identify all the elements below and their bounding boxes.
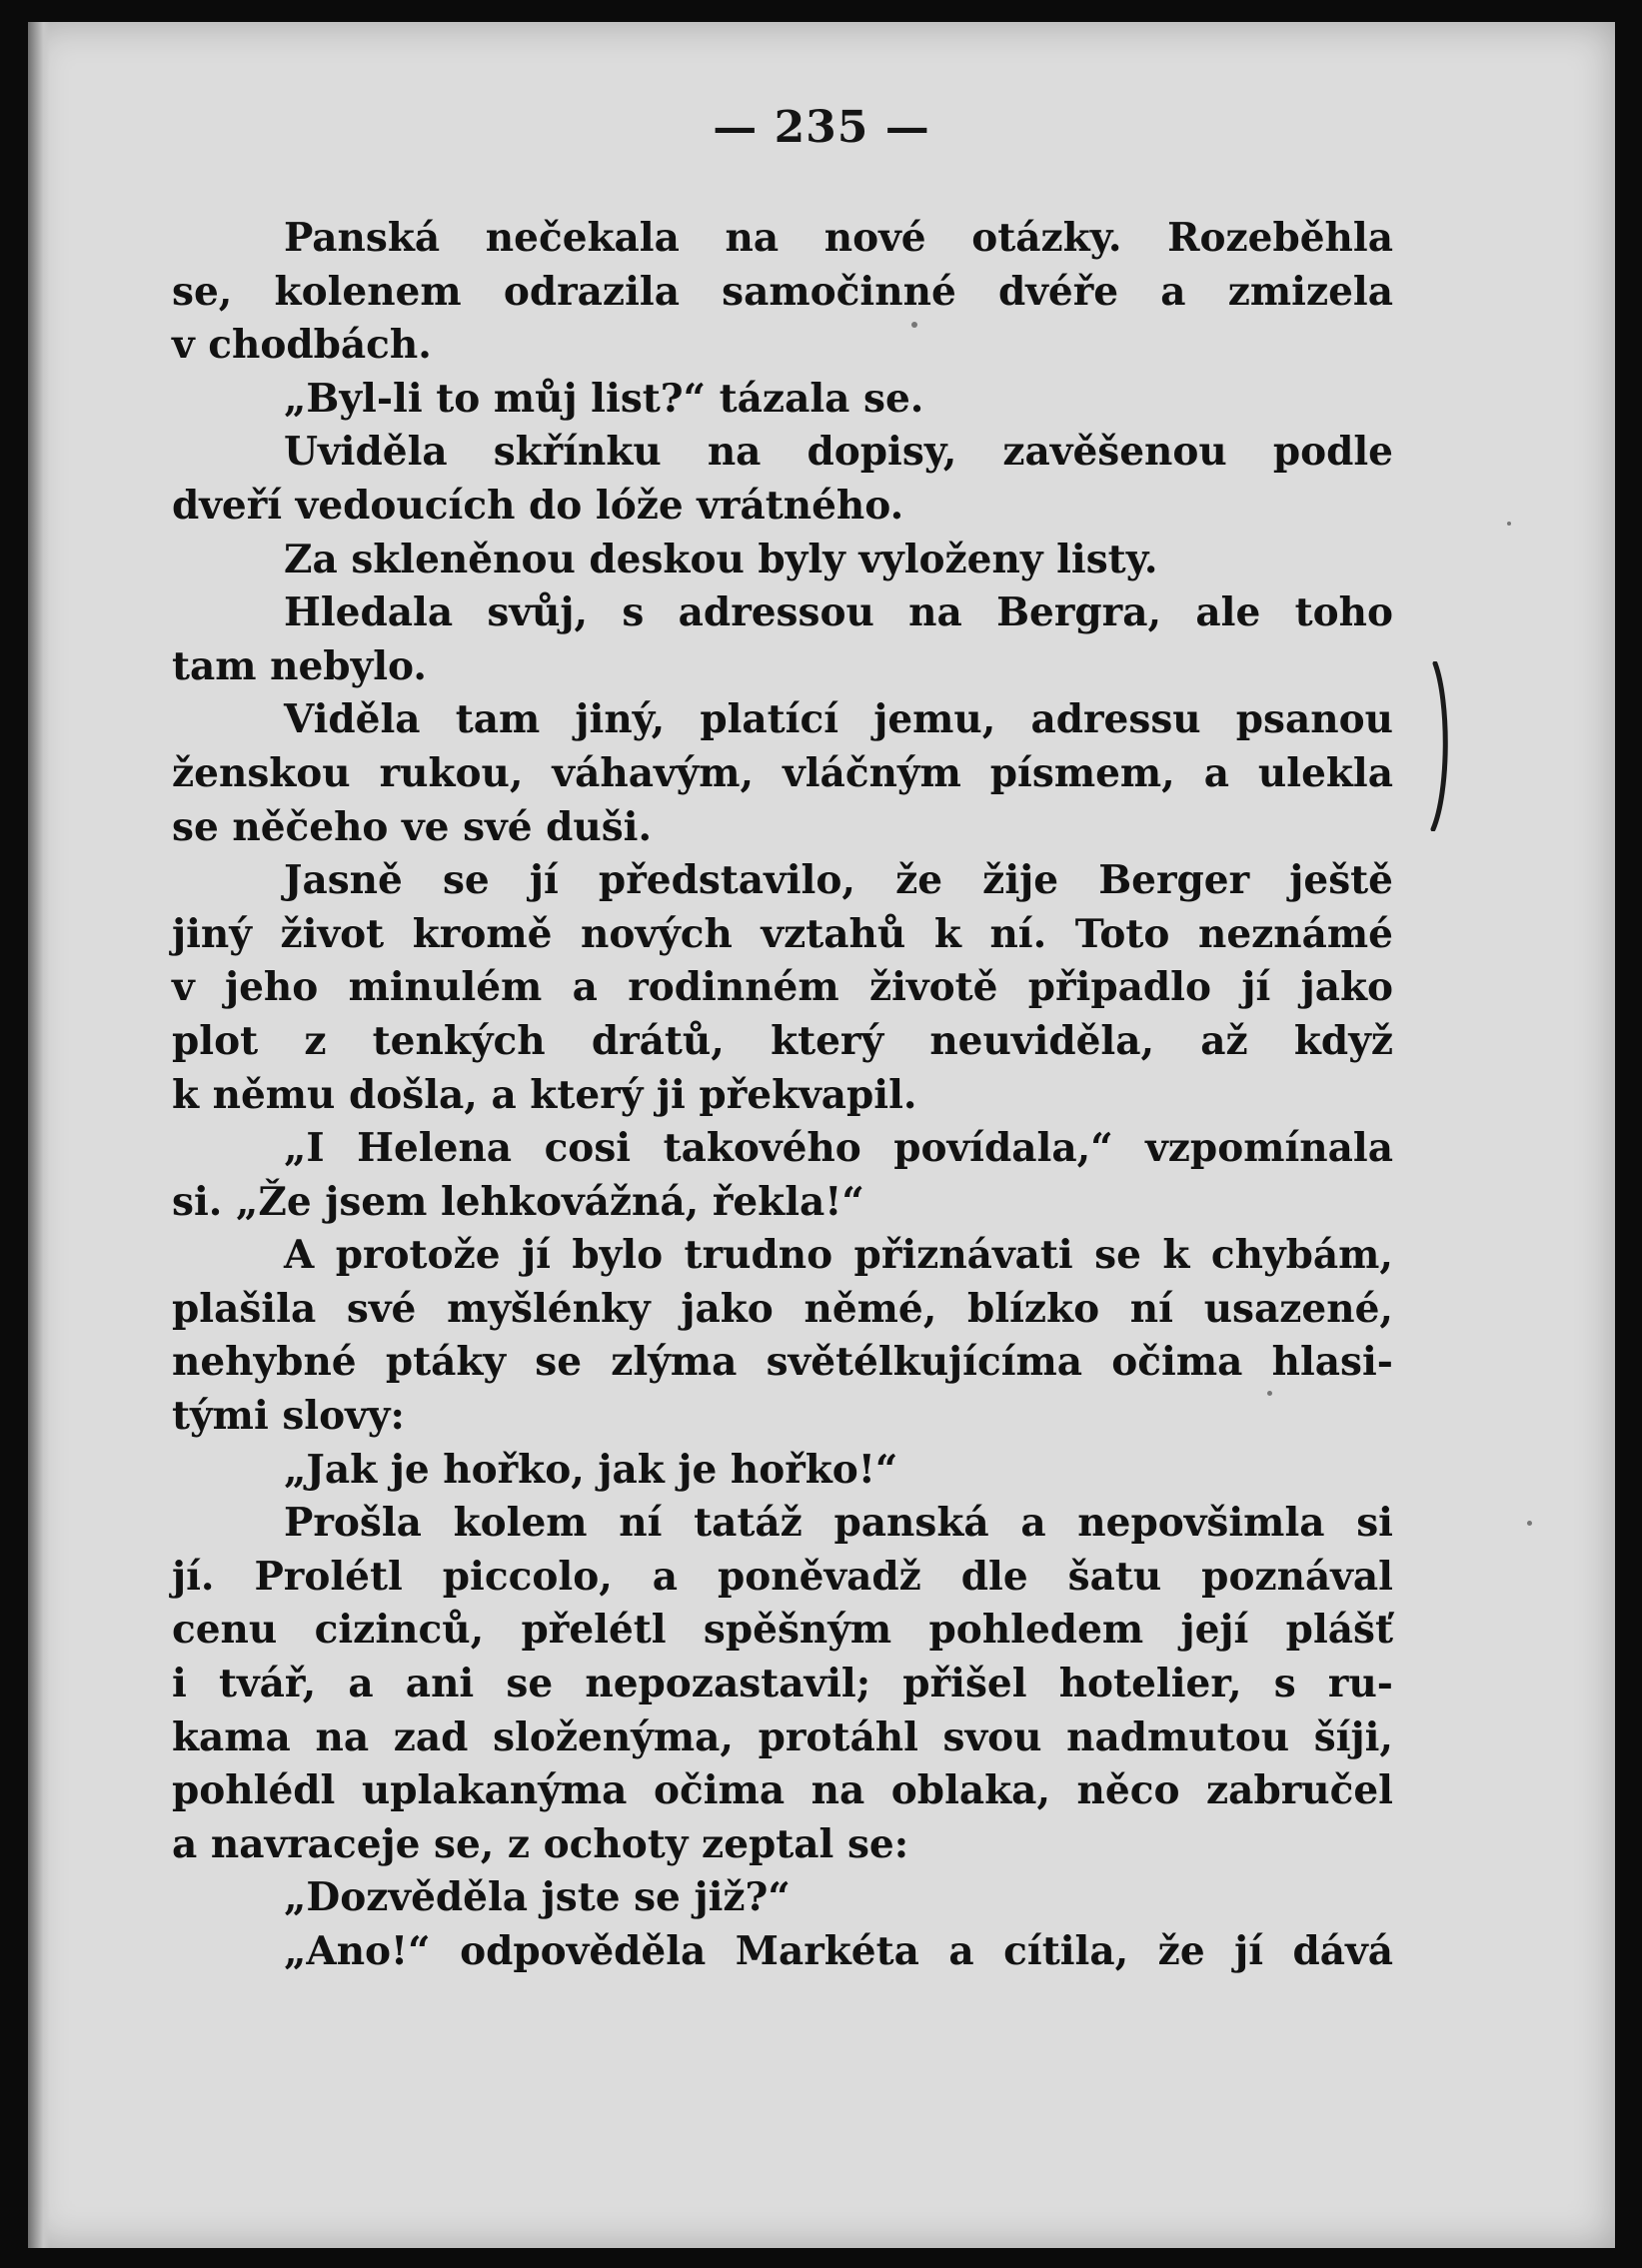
page-edge-shadow bbox=[28, 22, 50, 2248]
text-line: a navraceje se, z ochoty zeptal se: bbox=[172, 1820, 909, 1867]
text-line: k němu došla, a který ji překvapil. bbox=[172, 1071, 917, 1118]
text-line: ženskou rukou, váhavým, vláčným písmem, a ulekla bbox=[172, 749, 1393, 796]
text-line: se, kolenem odrazila samočinné dvéře a zmizela bbox=[172, 268, 1393, 315]
text-line: v chodbách. bbox=[172, 322, 432, 369]
paper-speck bbox=[1527, 1521, 1532, 1526]
text-line: „Ano!“ odpověděla Markéta a cítila, že jí dává bbox=[284, 1928, 1393, 1974]
text-line: „Dozvěděla jste se již?“ bbox=[284, 1874, 791, 1921]
text-line: A protože jí bylo trudno přiznávati se k chybám, bbox=[284, 1232, 1393, 1279]
text-line: tými slovy: bbox=[172, 1393, 405, 1440]
paper-speck bbox=[1507, 522, 1511, 526]
text-line: plašila své myšlénky jako němé, blízko ní usazené, bbox=[172, 1285, 1393, 1332]
book-page bbox=[28, 22, 1615, 2248]
page-number: — 235 — bbox=[713, 102, 930, 153]
text-line: dveří vedoucích do lóže vrátného. bbox=[172, 482, 904, 529]
text-line: „Jak je hořko, jak je hořko!“ bbox=[284, 1446, 898, 1493]
text-line: Viděla tam jiný, platící jemu, adressu psanou bbox=[284, 696, 1393, 743]
text-line: tam nebylo. bbox=[172, 642, 427, 689]
text-line: „Byl-li to můj list?“ tázala se. bbox=[284, 375, 924, 422]
text-line: jiný život kromě nových vztahů k ní. Toto neznámé bbox=[172, 910, 1393, 957]
text-line: plot z tenkých drátů, který neuviděla, až když bbox=[172, 1017, 1393, 1064]
text-line: pohlédl uplakanýma očima na oblaka, něco zabručel bbox=[172, 1767, 1393, 1814]
text-line: Za skleněnou deskou byly vyloženy listy. bbox=[284, 536, 1158, 582]
body-text bbox=[172, 212, 1393, 1979]
text-line: Hledala svůj, s adressou na Bergra, ale toho bbox=[284, 589, 1393, 636]
paper-speck bbox=[1267, 1391, 1272, 1396]
text-line: kama na zad složenýma, protáhl svou nadmutou šíji, bbox=[172, 1713, 1393, 1760]
text-line: Prošla kolem ní tatáž panská a nepovšimla si bbox=[284, 1500, 1393, 1547]
text-line: se něčeho ve své duši. bbox=[172, 803, 653, 850]
text-line: Jasně se jí představilo, že žije Berger ještě bbox=[284, 857, 1393, 904]
text-line: cenu cizinců, přelétl spěšným pohledem její plášť bbox=[172, 1607, 1393, 1654]
text-line: Uviděla skřínku na dopisy, zavěšenou podle bbox=[284, 429, 1393, 476]
text-line: jí. Prolétl piccolo, a poněvadž dle šatu poznával bbox=[172, 1553, 1393, 1600]
margin-pencil-mark bbox=[1429, 661, 1455, 831]
text-line: nehybné ptáky se zlýma světélkujícíma očima hlasi- bbox=[172, 1339, 1393, 1386]
text-line: si. „Že jsem lehkovážná, řekla!“ bbox=[172, 1178, 864, 1225]
text-line: Panská nečekala na nové otázky. Rozeběhla bbox=[284, 215, 1393, 261]
text-line: „I Helena cosi takového povídala,“ vzpomínala bbox=[284, 1125, 1393, 1172]
paper-speck bbox=[911, 322, 917, 328]
text-line: v jeho minulém a rodinném životě připadlo jí jako bbox=[172, 964, 1393, 1011]
text-line: i tvář, a ani se nepozastavil; přišel hotelier, s ru- bbox=[172, 1661, 1393, 1707]
